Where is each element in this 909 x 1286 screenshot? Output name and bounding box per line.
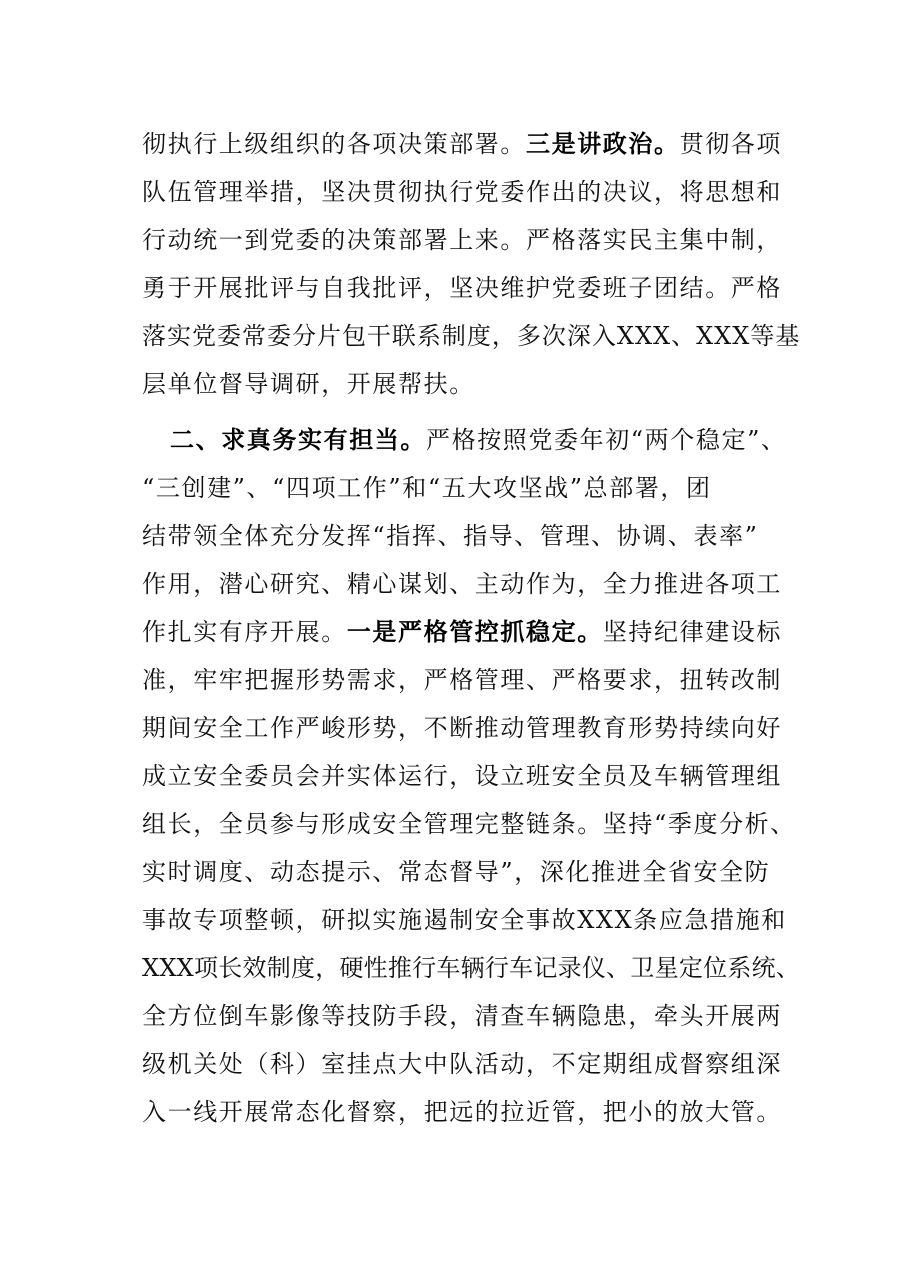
text-line bbox=[142, 664, 782, 696]
text-line bbox=[142, 712, 782, 744]
text-run: 组长，全员参与形成安全管理完整链条。坚持“季度分析、 bbox=[142, 810, 796, 838]
text-line bbox=[142, 808, 796, 840]
text-run: 队伍管理举措，坚决贯彻执行党委作出的决议，将思想和 bbox=[142, 178, 782, 206]
bold-heading: 三是讲政治。 bbox=[526, 130, 680, 158]
text-line bbox=[142, 1000, 782, 1032]
text-line bbox=[142, 128, 782, 160]
text-run: 准，牢牢把握形势需求，严格管理、严格要求，扭转改制 bbox=[142, 666, 782, 694]
text-run: 入一线开展常态化督察，把远的拉近管，把小的放大管。 bbox=[142, 1098, 782, 1126]
text-run: 全方位倒车影像等技防手段，清查车辆隐患，牵头开展两 bbox=[142, 1002, 782, 1030]
text-run: 层单位督导调研，开展帮扶。 bbox=[142, 370, 475, 398]
text-line bbox=[142, 472, 712, 504]
text-line bbox=[142, 568, 782, 600]
text-line bbox=[142, 224, 782, 256]
text-run: 坚持纪律建设标 bbox=[602, 618, 783, 646]
bold-heading: 一是严格管控抓稳定。 bbox=[346, 618, 603, 646]
text-line bbox=[142, 368, 475, 400]
text-run: 勇于开展批评与自我批评，坚决维护党委班子团结。严格 bbox=[142, 274, 782, 302]
text-line bbox=[142, 272, 782, 304]
text-run: XXX项长效制度，硬性推行车辆行车记录仪、卫星定位系统、 bbox=[142, 954, 801, 982]
text-line bbox=[142, 616, 782, 648]
text-run: 作扎实有序开展。 bbox=[142, 618, 347, 646]
text-run: 作用，潜心研究、精心谋划、主动作为，全力推进各项工 bbox=[142, 570, 782, 598]
text-run: 成立安全委员会并实体运行，设立班安全员及车辆管理组 bbox=[142, 762, 782, 790]
text-run: 实时调度、动态提示、常态督导”，深化推进全省安全防 bbox=[142, 858, 771, 886]
text-run: 事故专项整顿，研拟实施遏制安全事故XXX条应急措施和 bbox=[142, 906, 787, 934]
text-run: 期间安全工作严峻形势，不断推动管理教育形势持续向好 bbox=[142, 714, 782, 742]
text-line bbox=[142, 952, 800, 984]
text-line bbox=[142, 856, 770, 888]
text-line bbox=[142, 320, 800, 352]
text-run: 结带领全体充分发挥“指挥、指导、管理、协调、表率” bbox=[142, 522, 759, 550]
text-line bbox=[142, 520, 759, 552]
text-line bbox=[142, 1096, 782, 1128]
text-run: 彻执行上级组织的各项决策部署。 bbox=[142, 130, 526, 158]
text-run: 落实党委常委分片包干联系制度，多次深入XXX、XXX等基 bbox=[142, 322, 801, 350]
text-run: “三创建”、“四项工作”和“五大攻坚战”总部署，团 bbox=[142, 474, 712, 502]
text-line bbox=[142, 904, 787, 936]
text-run: 严格按照党委年初“两个稳定”、 bbox=[426, 426, 787, 454]
text-line bbox=[142, 760, 782, 792]
text-line bbox=[142, 176, 782, 208]
text-line bbox=[142, 1048, 782, 1080]
text-run: 行动统一到党委的决策部署上来。严格落实民主集中制， bbox=[142, 226, 782, 254]
section-heading: 二、求真务实有担当。 bbox=[170, 426, 426, 454]
text-run: 贯彻各项 bbox=[679, 130, 783, 158]
text-run: 级机关处（科）室挂点大中队活动，不定期组成督察组深 bbox=[142, 1050, 782, 1078]
section-heading-line bbox=[170, 424, 787, 456]
